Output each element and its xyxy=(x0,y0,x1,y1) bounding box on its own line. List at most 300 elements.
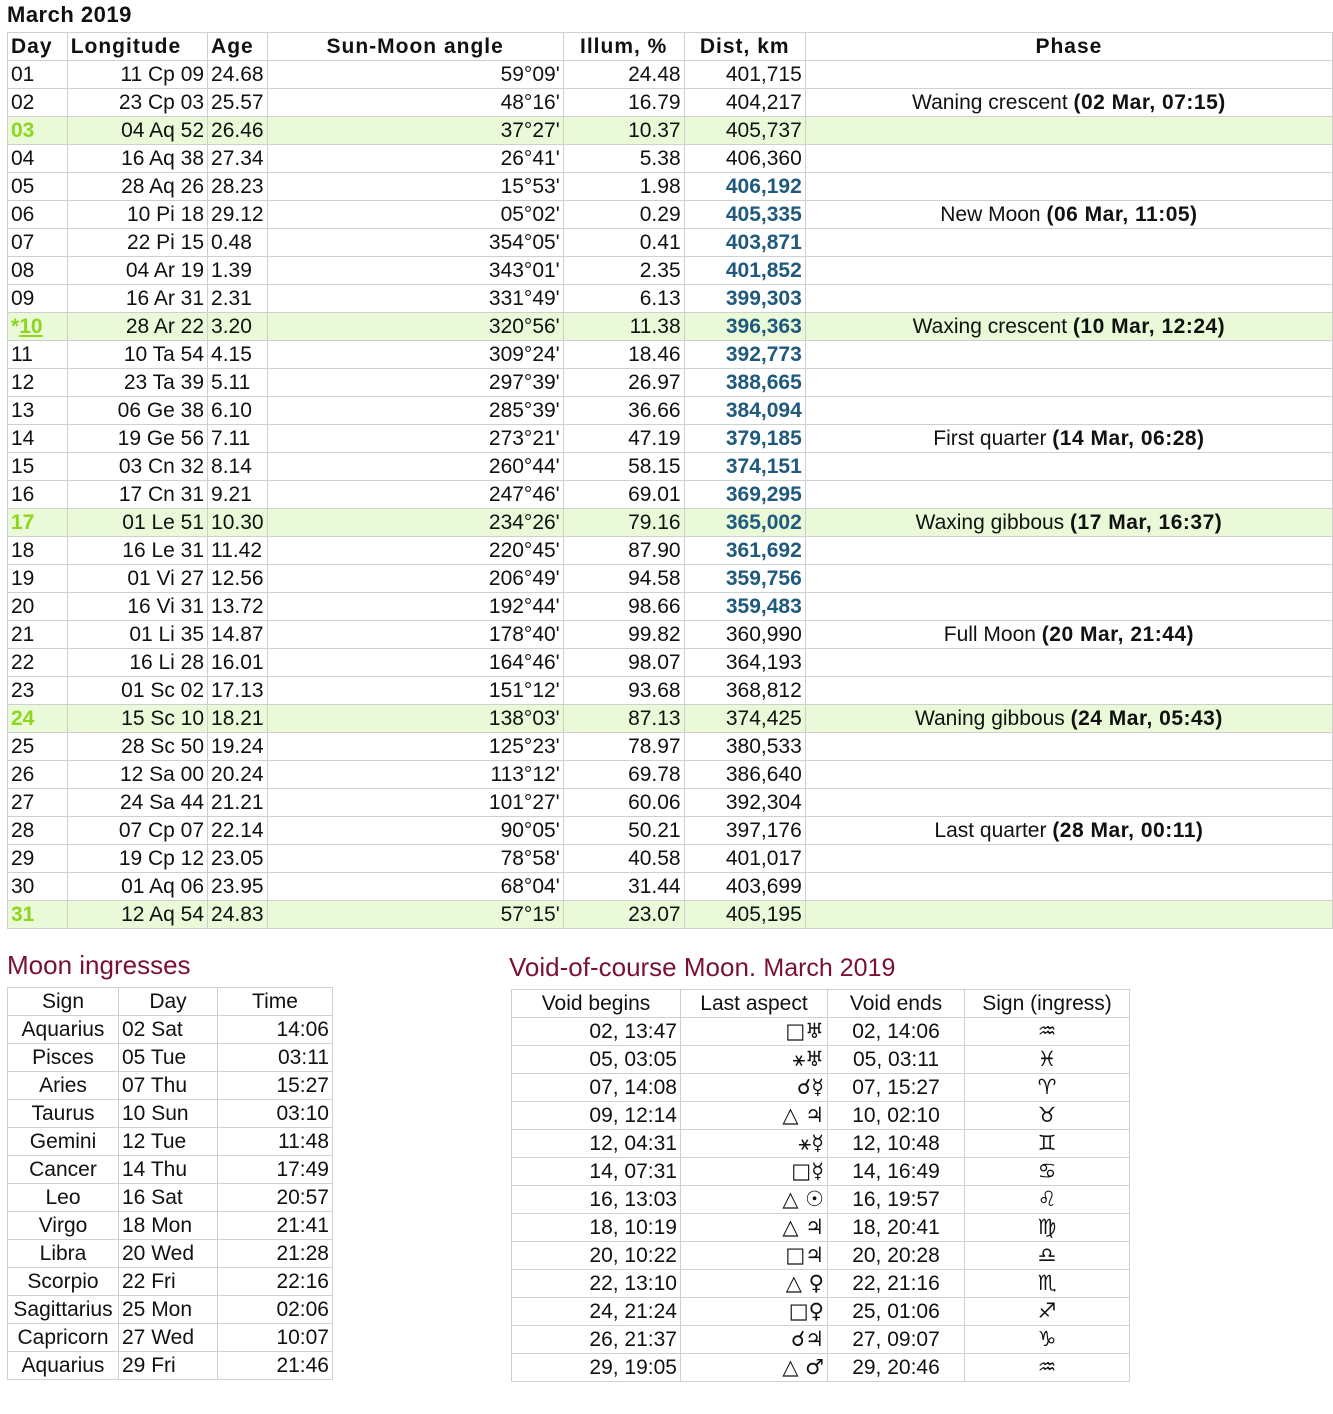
day-cell: 03 xyxy=(8,117,68,145)
day-cell: 19 xyxy=(8,565,68,593)
distance-cell xyxy=(684,257,805,285)
void-ends-cell: 07, 15:27 xyxy=(828,1074,965,1102)
time-cell: 14:06 xyxy=(218,1016,333,1044)
void-begins-cell: 26, 21:37 xyxy=(512,1326,681,1354)
age-cell: 6.10 xyxy=(208,397,268,425)
zodiac-sign-icon: ♎ xyxy=(965,1242,1130,1270)
longitude-cell: 01 Li 35 xyxy=(67,621,207,649)
phase-name: Waxing gibbous xyxy=(915,511,1065,534)
sun-moon-angle-cell: 320°56' xyxy=(267,313,563,341)
table-row xyxy=(8,1128,333,1156)
distance-cell xyxy=(684,61,805,89)
day-cell: 02 xyxy=(8,89,68,117)
last-aspect-icon: △ ♃ xyxy=(681,1214,828,1242)
table-row xyxy=(8,341,1333,369)
last-aspect-icon: △ ♀ xyxy=(681,1270,828,1298)
sun-moon-angle-cell: 37°27' xyxy=(267,117,563,145)
header-sun-moon-angle: Sun-Moon angle xyxy=(267,33,563,61)
distance-value: 405,737 xyxy=(725,119,802,142)
sun-moon-angle-cell: 05°02' xyxy=(267,201,563,229)
zodiac-sign-icon: ♒ xyxy=(965,1354,1130,1382)
phase-cell xyxy=(805,173,1332,201)
zodiac-sign-icon: ♑ xyxy=(965,1326,1130,1354)
illumination-cell: 50.21 xyxy=(563,817,684,845)
day-cell: 16 xyxy=(8,481,68,509)
longitude-cell: 01 Vi 27 xyxy=(67,565,207,593)
longitude-cell: 01 Aq 06 xyxy=(67,873,207,901)
distance-cell xyxy=(684,341,805,369)
distance-value: 369,295 xyxy=(725,483,802,506)
day-cell: 02 Sat xyxy=(119,1016,218,1044)
illumination-cell: 87.13 xyxy=(563,705,684,733)
sun-moon-angle-cell: 343°01' xyxy=(267,257,563,285)
phase-time: (24 Mar, 05:43) xyxy=(1070,707,1223,730)
distance-cell xyxy=(684,201,805,229)
phase-cell xyxy=(805,873,1332,901)
distance-value: 359,483 xyxy=(725,595,802,618)
longitude-cell: 06 Ge 38 xyxy=(67,397,207,425)
age-cell: 14.87 xyxy=(208,621,268,649)
sun-moon-angle-cell: 164°46' xyxy=(267,649,563,677)
header-phase: Phase xyxy=(805,33,1332,61)
day-cell: 16 Sat xyxy=(119,1184,218,1212)
distance-value: 374,151 xyxy=(725,455,802,478)
day-cell: 07 xyxy=(8,229,68,257)
table-row xyxy=(8,173,1333,201)
phase-name: Waxing crescent xyxy=(912,315,1068,338)
time-cell: 03:11 xyxy=(218,1044,333,1072)
table-row xyxy=(8,313,1333,341)
phase-cell xyxy=(805,845,1332,873)
phase-cell xyxy=(805,369,1332,397)
day-cell xyxy=(8,313,68,341)
table-row xyxy=(8,1296,333,1324)
last-aspect-icon: ☌☿ xyxy=(681,1074,828,1102)
distance-value: 380,533 xyxy=(725,735,802,758)
sun-moon-angle-cell: 90°05' xyxy=(267,817,563,845)
phase-cell xyxy=(805,565,1332,593)
sign-cell: Sagittarius xyxy=(8,1296,119,1324)
void-ends-cell: 14, 16:49 xyxy=(828,1158,965,1186)
month-title: March 2019 xyxy=(7,2,132,27)
zodiac-sign-icon: ♍ xyxy=(965,1214,1130,1242)
day-cell: 08 xyxy=(8,257,68,285)
phase-cell xyxy=(805,537,1332,565)
day-cell: 13 xyxy=(8,397,68,425)
illumination-cell: 36.66 xyxy=(563,397,684,425)
longitude-cell: 28 Sc 50 xyxy=(67,733,207,761)
distance-value: 403,871 xyxy=(725,231,802,254)
illumination-cell: 47.19 xyxy=(563,425,684,453)
distance-value: 397,176 xyxy=(725,819,802,842)
sun-moon-angle-cell: 260°44' xyxy=(267,453,563,481)
last-aspect-icon: ⚹☿ xyxy=(681,1130,828,1158)
void-begins-cell: 12, 04:31 xyxy=(512,1130,681,1158)
age-cell: 22.14 xyxy=(208,817,268,845)
distance-value: 401,017 xyxy=(725,847,802,870)
longitude-cell: 03 Cn 32 xyxy=(67,453,207,481)
distance-value: 401,715 xyxy=(725,63,802,86)
table-row xyxy=(8,145,1333,173)
table-row xyxy=(8,1072,333,1100)
distance-value: 392,773 xyxy=(725,343,802,366)
distance-cell xyxy=(684,621,805,649)
phase-time: (20 Mar, 21:44) xyxy=(1041,623,1195,646)
header-age: Age xyxy=(208,33,268,61)
day-cell: 11 xyxy=(8,341,68,369)
void-ends-cell: 25, 01:06 xyxy=(828,1298,965,1326)
phase-time: (28 Mar, 00:11) xyxy=(1052,819,1204,842)
phase-cell xyxy=(805,593,1332,621)
distance-value: 406,360 xyxy=(725,147,802,170)
age-cell: 19.24 xyxy=(208,733,268,761)
day-cell: 27 xyxy=(8,789,68,817)
sun-moon-angle-cell: 331°49' xyxy=(267,285,563,313)
void-ends-cell: 18, 20:41 xyxy=(828,1214,965,1242)
table-row xyxy=(512,1354,1130,1382)
sun-moon-angle-cell: 273°21' xyxy=(267,425,563,453)
table-row xyxy=(8,369,1333,397)
day-cell: 15 xyxy=(8,453,68,481)
sun-moon-angle-cell: 354°05' xyxy=(267,229,563,257)
sign-cell: Scorpio xyxy=(8,1268,119,1296)
distance-value: 404,217 xyxy=(725,91,802,114)
time-cell: 21:46 xyxy=(218,1352,333,1380)
illumination-cell: 69.78 xyxy=(563,761,684,789)
time-cell: 21:28 xyxy=(218,1240,333,1268)
table-header-row xyxy=(8,33,1333,61)
phase-cell xyxy=(805,117,1332,145)
distance-cell xyxy=(684,481,805,509)
time-cell: 11:48 xyxy=(218,1128,333,1156)
phase-cell xyxy=(805,705,1332,733)
age-cell: 12.56 xyxy=(208,565,268,593)
distance-value: 384,094 xyxy=(725,399,802,422)
distance-cell xyxy=(684,313,805,341)
sign-cell: Aries xyxy=(8,1072,119,1100)
age-cell: 9.21 xyxy=(208,481,268,509)
sun-moon-angle-cell: 138°03' xyxy=(267,705,563,733)
sign-cell: Gemini xyxy=(8,1128,119,1156)
phase-time: (10 Mar, 12:24) xyxy=(1072,315,1226,338)
table-row xyxy=(8,565,1333,593)
sun-moon-angle-cell: 113°12' xyxy=(267,761,563,789)
void-of-course-subtitle: March 2019 xyxy=(763,954,896,982)
void-begins-cell: 24, 21:24 xyxy=(512,1298,681,1326)
age-cell: 3.20 xyxy=(208,313,268,341)
distance-value: 359,756 xyxy=(725,567,802,590)
distance-cell xyxy=(684,509,805,537)
table-row xyxy=(512,1298,1130,1326)
day-cell: 30 xyxy=(8,873,68,901)
day-cell: 31 xyxy=(8,901,68,929)
last-aspect-icon: □♀ xyxy=(681,1298,828,1326)
age-cell: 16.01 xyxy=(208,649,268,677)
illumination-cell: 2.35 xyxy=(563,257,684,285)
distance-cell xyxy=(684,285,805,313)
phase-time: (14 Mar, 06:28) xyxy=(1052,427,1205,450)
phase-cell xyxy=(805,733,1332,761)
table-row xyxy=(512,1214,1130,1242)
phase-cell xyxy=(805,761,1332,789)
sun-moon-angle-cell: 234°26' xyxy=(267,509,563,537)
day-cell: 12 xyxy=(8,369,68,397)
phase-cell xyxy=(805,621,1332,649)
day-cell: 05 xyxy=(8,173,68,201)
table-row xyxy=(512,1130,1130,1158)
illumination-cell: 23.07 xyxy=(563,901,684,929)
current-day-link[interactable]: 10 xyxy=(19,315,43,338)
age-cell: 24.83 xyxy=(208,901,268,929)
last-aspect-icon: □☿ xyxy=(681,1158,828,1186)
day-cell: 09 xyxy=(8,285,68,313)
table-row xyxy=(8,733,1333,761)
age-cell: 0.48 xyxy=(208,229,268,257)
age-cell: 13.72 xyxy=(208,593,268,621)
longitude-cell: 01 Le 51 xyxy=(67,509,207,537)
sun-moon-angle-cell: 192°44' xyxy=(267,593,563,621)
distance-cell xyxy=(684,677,805,705)
day-cell: 25 Mon xyxy=(119,1296,218,1324)
age-cell: 26.46 xyxy=(208,117,268,145)
day-cell: 20 xyxy=(8,593,68,621)
time-cell: 20:57 xyxy=(218,1184,333,1212)
illumination-cell: 40.58 xyxy=(563,845,684,873)
sun-moon-angle-cell: 151°12' xyxy=(267,677,563,705)
sun-moon-angle-cell: 68°04' xyxy=(267,873,563,901)
table-row xyxy=(512,1158,1130,1186)
void-begins-cell: 18, 10:19 xyxy=(512,1214,681,1242)
distance-value: 386,640 xyxy=(725,763,802,786)
phase-cell xyxy=(805,481,1332,509)
sun-moon-angle-cell: 220°45' xyxy=(267,537,563,565)
illumination-cell: 16.79 xyxy=(563,89,684,117)
zodiac-sign-icon: ♓ xyxy=(965,1046,1130,1074)
illumination-cell: 24.48 xyxy=(563,61,684,89)
longitude-cell: 15 Sc 10 xyxy=(67,705,207,733)
phase-cell xyxy=(805,257,1332,285)
last-aspect-icon: ⚹♅ xyxy=(681,1046,828,1074)
header-day: Day xyxy=(119,988,218,1016)
table-row xyxy=(8,1268,333,1296)
header-longitude: Longitude xyxy=(67,33,207,61)
sign-cell: Aquarius xyxy=(8,1016,119,1044)
time-cell: 02:06 xyxy=(218,1296,333,1324)
void-of-course-heading xyxy=(509,952,895,983)
sun-moon-angle-cell: 26°41' xyxy=(267,145,563,173)
distance-cell xyxy=(684,537,805,565)
zodiac-sign-icon: ♉ xyxy=(965,1102,1130,1130)
distance-value: 374,425 xyxy=(725,707,802,730)
distance-value: 364,193 xyxy=(725,651,802,674)
day-cell: 26 xyxy=(8,761,68,789)
illumination-cell: 98.66 xyxy=(563,593,684,621)
illumination-cell: 78.97 xyxy=(563,733,684,761)
header-time: Time xyxy=(218,988,333,1016)
age-cell: 8.14 xyxy=(208,453,268,481)
table-header-row xyxy=(512,990,1130,1018)
phase-cell xyxy=(805,201,1332,229)
phase-name: New Moon xyxy=(940,203,1041,226)
sun-moon-angle-cell: 297°39' xyxy=(267,369,563,397)
void-begins-cell: 05, 03:05 xyxy=(512,1046,681,1074)
void-begins-cell: 20, 10:22 xyxy=(512,1242,681,1270)
sun-moon-angle-cell: 178°40' xyxy=(267,621,563,649)
table-row xyxy=(8,509,1333,537)
day-cell: 17 xyxy=(8,509,68,537)
age-cell: 1.39 xyxy=(208,257,268,285)
table-row xyxy=(8,1352,333,1380)
table-row xyxy=(8,761,1333,789)
table-row xyxy=(8,201,1333,229)
table-row xyxy=(8,61,1333,89)
phase-cell xyxy=(805,313,1332,341)
phase-cell xyxy=(805,285,1332,313)
distance-cell xyxy=(684,369,805,397)
distance-cell xyxy=(684,789,805,817)
illumination-cell: 69.01 xyxy=(563,481,684,509)
time-cell: 03:10 xyxy=(218,1100,333,1128)
age-cell: 2.31 xyxy=(208,285,268,313)
table-row xyxy=(8,397,1333,425)
day-cell: 10 Sun xyxy=(119,1100,218,1128)
void-begins-cell: 02, 13:47 xyxy=(512,1018,681,1046)
age-cell: 4.15 xyxy=(208,341,268,369)
phase-name: Waning crescent xyxy=(912,91,1068,114)
longitude-cell: 12 Aq 54 xyxy=(67,901,207,929)
void-ends-cell: 22, 21:16 xyxy=(828,1270,965,1298)
day-cell: 18 Mon xyxy=(119,1212,218,1240)
illumination-cell: 1.98 xyxy=(563,173,684,201)
sign-cell: Libra xyxy=(8,1240,119,1268)
time-cell: 17:49 xyxy=(218,1156,333,1184)
illumination-cell: 60.06 xyxy=(563,789,684,817)
age-cell: 10.30 xyxy=(208,509,268,537)
distance-value: 360,990 xyxy=(725,623,802,646)
last-aspect-icon: △ ☉ xyxy=(681,1186,828,1214)
phase-cell xyxy=(805,229,1332,257)
distance-value: 406,192 xyxy=(725,175,802,198)
zodiac-sign-icon: ♐ xyxy=(965,1298,1130,1326)
sun-moon-angle-cell: 48°16' xyxy=(267,89,563,117)
longitude-cell: 16 Ar 31 xyxy=(67,285,207,313)
illumination-cell: 31.44 xyxy=(563,873,684,901)
illumination-cell: 11.38 xyxy=(563,313,684,341)
longitude-cell: 01 Sc 02 xyxy=(67,677,207,705)
illumination-cell: 99.82 xyxy=(563,621,684,649)
age-cell: 11.42 xyxy=(208,537,268,565)
distance-value: 379,185 xyxy=(725,427,802,450)
void-begins-cell: 09, 12:14 xyxy=(512,1102,681,1130)
distance-cell xyxy=(684,761,805,789)
distance-cell xyxy=(684,145,805,173)
table-row xyxy=(8,1016,333,1044)
phase-name: Last quarter xyxy=(934,819,1047,842)
table-row xyxy=(8,425,1333,453)
longitude-cell: 19 Ge 56 xyxy=(67,425,207,453)
void-of-course-table xyxy=(511,989,1130,1382)
header-void-ends: Void ends xyxy=(828,990,965,1018)
longitude-cell: 22 Pi 15 xyxy=(67,229,207,257)
distance-cell xyxy=(684,901,805,929)
sign-cell: Virgo xyxy=(8,1212,119,1240)
day-cell: 27 Wed xyxy=(119,1324,218,1352)
zodiac-sign-icon: ♏ xyxy=(965,1270,1130,1298)
moon-phase-table xyxy=(7,32,1333,929)
table-row xyxy=(8,649,1333,677)
time-cell: 10:07 xyxy=(218,1324,333,1352)
zodiac-sign-icon: ♒ xyxy=(965,1018,1130,1046)
sun-moon-angle-cell: 285°39' xyxy=(267,397,563,425)
phase-cell xyxy=(805,453,1332,481)
illumination-cell: 26.97 xyxy=(563,369,684,397)
table-row xyxy=(512,1270,1130,1298)
longitude-cell: 07 Cp 07 xyxy=(67,817,207,845)
sun-moon-angle-cell: 15°53' xyxy=(267,173,563,201)
phase-time: (02 Mar, 07:15) xyxy=(1073,91,1226,114)
distance-value: 405,335 xyxy=(725,203,802,226)
distance-cell xyxy=(684,817,805,845)
sign-cell: Leo xyxy=(8,1184,119,1212)
void-begins-cell: 14, 07:31 xyxy=(512,1158,681,1186)
illumination-cell: 58.15 xyxy=(563,453,684,481)
phase-cell xyxy=(805,397,1332,425)
longitude-cell: 10 Pi 18 xyxy=(67,201,207,229)
table-row xyxy=(8,1156,333,1184)
longitude-cell: 16 Le 31 xyxy=(67,537,207,565)
void-ends-cell: 10, 02:10 xyxy=(828,1102,965,1130)
void-of-course-title: Void-of-course Moon. xyxy=(509,952,757,982)
longitude-cell: 16 Aq 38 xyxy=(67,145,207,173)
table-row xyxy=(8,117,1333,145)
day-cell: 01 xyxy=(8,61,68,89)
phase-cell xyxy=(805,425,1332,453)
phase-name: Full Moon xyxy=(943,623,1036,646)
time-cell: 15:27 xyxy=(218,1072,333,1100)
age-cell: 21.21 xyxy=(208,789,268,817)
phase-time: (17 Mar, 16:37) xyxy=(1070,511,1223,534)
table-row xyxy=(8,537,1333,565)
distance-value: 396,363 xyxy=(725,315,802,338)
longitude-cell: 16 Vi 31 xyxy=(67,593,207,621)
age-cell: 5.11 xyxy=(208,369,268,397)
distance-cell xyxy=(684,593,805,621)
age-cell: 28.23 xyxy=(208,173,268,201)
day-cell: 14 Thu xyxy=(119,1156,218,1184)
day-cell: 29 xyxy=(8,845,68,873)
longitude-cell: 19 Cp 12 xyxy=(67,845,207,873)
illumination-cell: 98.07 xyxy=(563,649,684,677)
distance-cell xyxy=(684,397,805,425)
illumination-cell: 10.37 xyxy=(563,117,684,145)
distance-cell xyxy=(684,705,805,733)
distance-value: 365,002 xyxy=(725,511,802,534)
table-row xyxy=(8,593,1333,621)
longitude-cell: 28 Aq 26 xyxy=(67,173,207,201)
void-begins-cell: 07, 14:08 xyxy=(512,1074,681,1102)
zodiac-sign-icon: ♋ xyxy=(965,1158,1130,1186)
day-cell: 05 Tue xyxy=(119,1044,218,1072)
distance-value: 361,692 xyxy=(725,539,802,562)
current-day-marker: * xyxy=(11,315,20,338)
table-row xyxy=(8,1044,333,1072)
sun-moon-angle-cell: 78°58' xyxy=(267,845,563,873)
day-cell: 23 xyxy=(8,677,68,705)
age-cell: 7.11 xyxy=(208,425,268,453)
age-cell: 29.12 xyxy=(208,201,268,229)
header-distance: Dist, km xyxy=(684,33,805,61)
sun-moon-angle-cell: 101°27' xyxy=(267,789,563,817)
